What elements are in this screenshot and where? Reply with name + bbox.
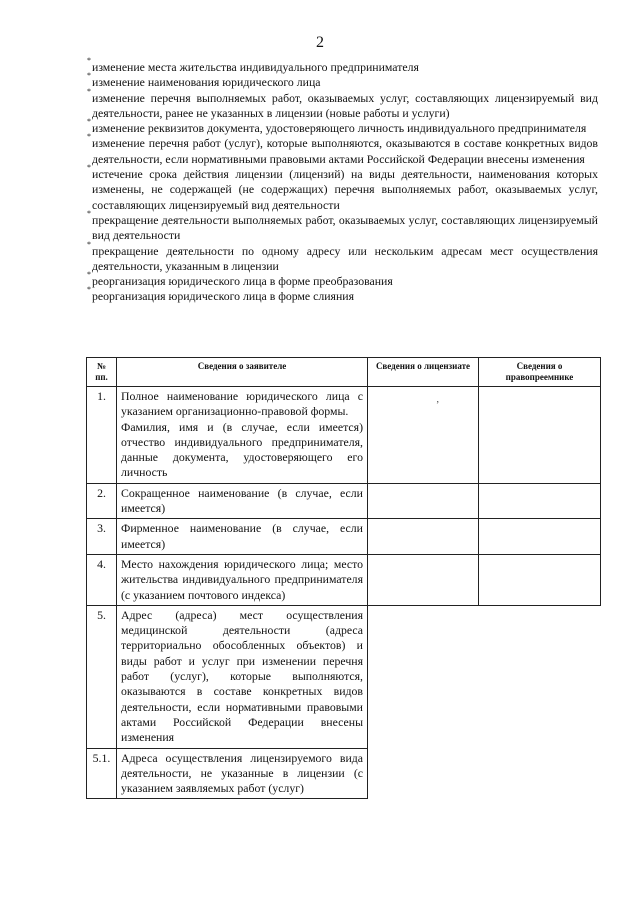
table-row [87, 605, 601, 748]
successor-cell[interactable] [479, 519, 601, 555]
header-applicant: Сведения о заявителе [117, 358, 368, 387]
reason-item [87, 117, 598, 136]
successor-cell[interactable] [479, 387, 601, 484]
row-line: Адреса осуществления лицензируемого вида деятельности, не указанные в лицензии (с указанием заявляемых работ (услуг) [121, 750, 363, 796]
reason-item [87, 132, 598, 167]
table-header-row [87, 358, 601, 387]
reason-item [87, 239, 598, 275]
row-number: 1. [87, 387, 117, 484]
row-line: Фамилия, имя и (в случае, если имеется) отчество индивидуального предпринимателя, данные документа, удостоверяющего его личность [121, 419, 363, 480]
reason-item [87, 71, 598, 90]
asterisk-icon: * [87, 132, 91, 142]
reason-list [87, 56, 598, 305]
row-number: 4. [87, 554, 117, 605]
reason-text: изменение наименования юридического лица [92, 75, 321, 90]
asterisk-icon: * [87, 117, 91, 127]
reason-text: истечение срока действия лицензии (лицензий) на виды деятельности, наименования которых изменены, не содержащей (не содержащих) перечня выполняемых работ, оказываемых услуг, составляющих лицензируемый вид деятельности [92, 167, 598, 212]
reason-text: реорганизация юридического лица в форме преобразования [92, 274, 393, 289]
asterisk-icon: * [87, 285, 91, 295]
row-description [117, 387, 368, 484]
asterisk-icon: * [87, 208, 91, 218]
reason-text: прекращение деятельности по одному адресу или нескольким адресам мест осуществления деятельности, указанным в лицензии [92, 243, 598, 273]
table-row [87, 519, 601, 555]
asterisk-icon: * [87, 270, 91, 280]
row-description [117, 554, 368, 605]
reason-text: изменение реквизитов документа, удостоверяющего личность индивидуального предпринимателя [92, 121, 587, 136]
row-description [117, 483, 368, 519]
row-line: Фирменное наименование (в случае, если имеется) [121, 521, 363, 551]
table-row [87, 387, 601, 484]
row-line: Место нахождения юридического лица; место жительства индивидуального предпринимателя (с указанием почтового индекса) [121, 556, 363, 602]
table-row [87, 483, 601, 519]
licensee-cell[interactable] [368, 519, 479, 555]
header-licensee: Сведения о лицензиате [368, 358, 479, 387]
header-successor: Сведения о правопреемнике [479, 358, 601, 387]
table-row [87, 554, 601, 605]
reason-item [87, 163, 598, 213]
reason-item [87, 56, 598, 75]
licensee-cell[interactable] [368, 483, 479, 519]
asterisk-icon: * [87, 163, 91, 173]
reason-text: реорганизация юридического лица в форме слияния [92, 289, 355, 304]
asterisk-icon: * [87, 56, 91, 65]
asterisk-icon: * [87, 239, 91, 249]
header-num: № пп. [87, 358, 117, 387]
row-number: 3. [87, 519, 117, 555]
licensee-cell[interactable] [368, 387, 479, 484]
row-line: Полное наименование юридического лица с указанием организационно-правовой формы. [121, 389, 363, 419]
asterisk-icon: * [87, 71, 91, 81]
row-description [117, 748, 368, 799]
reason-item [87, 270, 598, 289]
row-number: 5. [87, 605, 117, 748]
reason-text: изменение перечня работ (услуг), которые выполняются, оказываются в составе конкретных видов деятельности, если нормативными правовыми актами Российской Федерации внесены изменения [92, 136, 598, 166]
pen-mark: ʼ [436, 400, 440, 411]
row-number: 5.1. [87, 748, 117, 799]
licensee-cell[interactable] [368, 554, 479, 605]
row-description [117, 519, 368, 555]
merged-blank-area [368, 605, 601, 799]
reason-item [87, 208, 598, 244]
successor-cell[interactable] [479, 554, 601, 605]
reason-text: изменение места жительства индивидуального предпринимателя [92, 60, 419, 74]
row-line: Адрес (адреса) мест осуществления медицинской деятельности (адреса территориально обособленных объектов) и виды работ и услуг при изменении перечня работ (услуг), которые выполняются, оказываются в составе конкретных видов деятельности, если нормативными правовыми актами Российской Федерации внесены изменения [121, 607, 363, 745]
reason-item [87, 86, 598, 122]
row-number: 2. [87, 483, 117, 519]
row-line: Сокращенное наименование (в случае, если имеется) [121, 485, 363, 516]
page-number: 2 [316, 34, 324, 51]
reason-text: прекращение деятельности выполняемых работ, оказываемых услуг, составляющих лицензируемый вид деятельности [92, 212, 598, 243]
reason-text: изменение перечня выполняемых работ, оказываемых услуг, составляющих лицензируемый вид деятельности, ранее не указанных в лицензии (новые работы и услуги) [92, 90, 598, 120]
asterisk-icon: * [87, 86, 91, 96]
successor-cell[interactable] [479, 483, 601, 519]
row-description [117, 605, 368, 748]
applicant-info-table [86, 357, 601, 799]
reason-item [87, 285, 598, 304]
